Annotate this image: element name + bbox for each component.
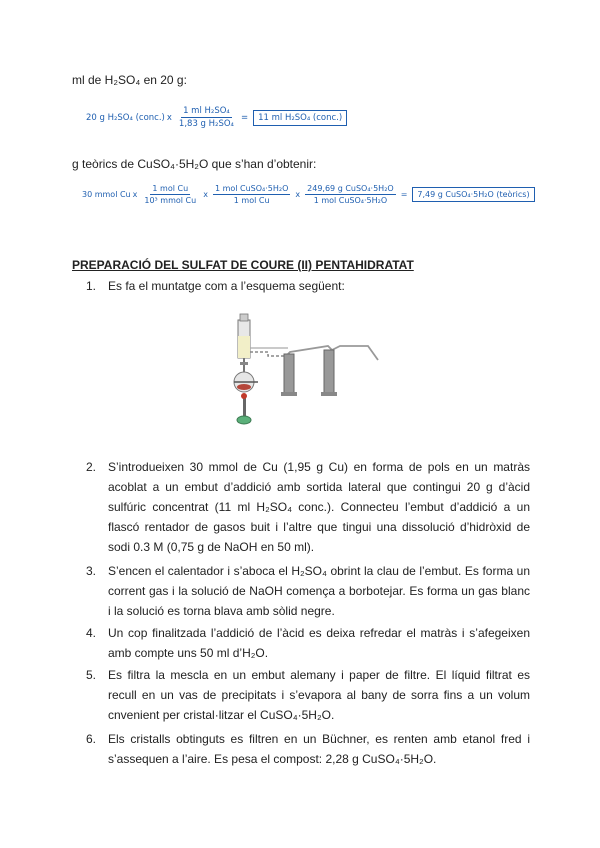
- apparatus-diagram: [228, 312, 398, 430]
- step-number: 6.: [86, 732, 97, 746]
- eq2-f1-num: 1 mol Cu: [152, 184, 189, 193]
- step-number: 3.: [86, 564, 97, 578]
- eq2-f2-num: 1 mol CuSO₄·5H₂O: [214, 184, 289, 193]
- step-text: S’encen el calentador i s’aboca el H₂SO₄ obrint la clau de l’embut. Es forma un corrent gas i la solució de NaOH comença a borbotejar. Es forma un gas blanc i la solució es torna blava amb sòlid negre.: [108, 564, 530, 618]
- list-item: [72, 561, 530, 621]
- wash-bottle-1: [281, 354, 297, 396]
- eq1-result: 11 ml H₂SO₄ (conc.): [253, 110, 347, 126]
- equation-2: [82, 184, 535, 205]
- list-item: [72, 457, 530, 557]
- eq2-equals: =: [400, 190, 408, 199]
- step-number: 1.: [86, 279, 97, 293]
- step-number: 4.: [86, 626, 97, 640]
- eq2-f2-den: 1 mol Cu: [233, 196, 270, 205]
- eq2-fraction-2: [213, 184, 290, 205]
- connecting-tubes: [250, 346, 378, 360]
- step-text: Els cristalls obtinguts es filtren en un Büchner, es renten amb etanol fred i s’assequen a l’aire. Es pesa el compost: 2,28 g CuSO₄·5H₂O.: [108, 732, 530, 766]
- eq2-times-2: x: [203, 190, 208, 199]
- section-heading: PREPARACIÓ DEL SULFAT DE COURE (II) PENTAHIDRATAT: [72, 258, 414, 272]
- eq2-f3-num: 249,69 g CuSO₄·5H₂O: [307, 184, 394, 193]
- equation-1: [86, 106, 347, 129]
- eq2-times-3: x: [295, 190, 301, 199]
- step-text: S’introdueixen 30 mmol de Cu (1,95 g Cu) en forma de pols en un matràs acoblat a un embut d’addició amb sortida lateral que contingui 20 g d’àcid sulfúric concentrat (11 ml H₂SO₄ conc.). Connecteu l’embut d’addició a un flascó rentador de gasos buit i l’altre que tingui una dissolució d’hidròxid de sodi 0.3 M (0,75 g de NaOH en 50 ml).: [108, 460, 530, 554]
- eq1-start: 20 g H₂SO₄ (conc.): [86, 112, 165, 123]
- eq2-result: 7,49 g CuSO₄·5H₂O (teòrics): [412, 187, 534, 202]
- step-number: 2.: [86, 460, 97, 474]
- eq1-equals: =: [240, 112, 249, 123]
- list-item: [72, 276, 530, 296]
- step-text: Es fa el muntatge com a l’esquema següent:: [108, 279, 345, 293]
- list-item: [72, 623, 530, 663]
- round-flask: [234, 372, 258, 392]
- eq1-times: x: [166, 112, 172, 123]
- addition-funnel: [238, 314, 250, 372]
- wash-bottle-2: [321, 350, 337, 396]
- step-text: Es filtra la mescla en un embut alemany i paper de filtre. El líquid filtrat es recull en un vas de precipitats i s’evapora al bany de sorra fins a un volum cnvenient per cristal·litzar el CuSO₄·5H₂O.: [108, 668, 530, 722]
- step-text: Un cop finalitzada l’addició de l’àcid es deixa refredar el matràs i s’afegeixen amb compte uns 50 ml d’H₂O.: [108, 626, 530, 660]
- eq1-fraction: [177, 106, 236, 129]
- list-item: [72, 729, 530, 769]
- eq2-f3-den: 1 mol CuSO₄·5H₂O: [313, 196, 388, 205]
- section2-label: g teòrics de CuSO₄·5H₂O que s’han d’obtenir:: [72, 157, 317, 171]
- eq2-start: 30 mmol Cu: [82, 190, 131, 199]
- eq2-times-1: x: [132, 190, 138, 199]
- step-number: 5.: [86, 668, 97, 682]
- eq1-frac-den: 1,83 g H₂SO₄: [178, 119, 234, 129]
- eq2-fraction-3: [305, 184, 396, 205]
- eq2-f1-den: 10³ mmol Cu: [144, 196, 197, 205]
- heater: [237, 393, 251, 424]
- section1-label: ml de H₂SO₄ en 20 g:: [72, 73, 187, 87]
- eq1-frac-num: 1 ml H₂SO₄: [183, 106, 230, 116]
- list-item: [72, 665, 530, 725]
- eq2-fraction-1: [142, 184, 198, 205]
